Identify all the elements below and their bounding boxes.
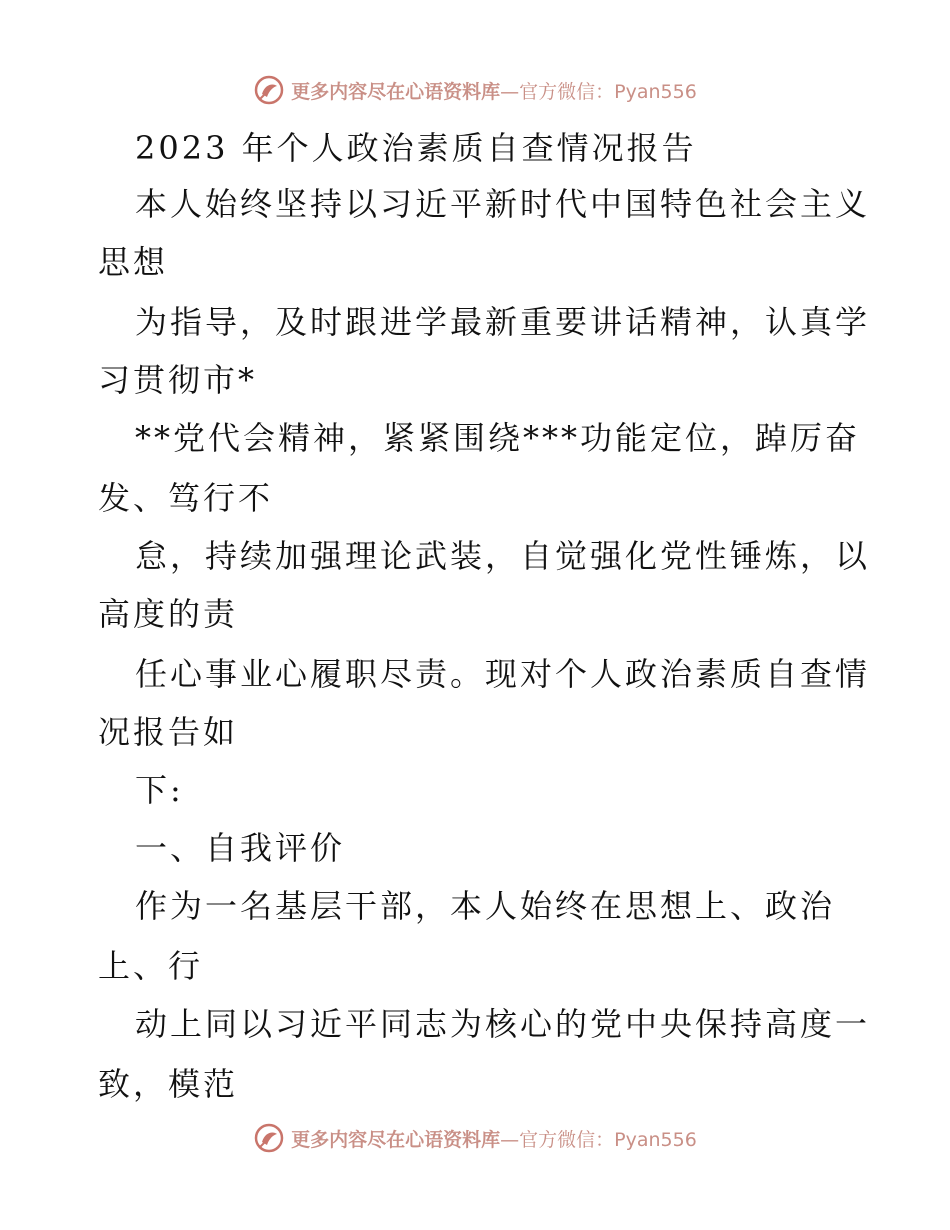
text-line: 高度的责 bbox=[98, 595, 239, 633]
header-watermark bbox=[0, 70, 950, 110]
text-line: 下: bbox=[135, 771, 184, 809]
text-line: 致，模范 bbox=[98, 1065, 239, 1103]
logo-icon bbox=[253, 1122, 285, 1154]
document-title: 2023 年个人政治素质自查情况报告 bbox=[135, 129, 697, 167]
text-line: 作为一名基层干部，本人始终在思想上、政治 bbox=[135, 887, 836, 925]
section-heading: 一、自我评价 bbox=[135, 829, 346, 867]
text-line: 为指导，及时跟进学最新重要讲话精神，认真学 bbox=[135, 303, 871, 341]
watermark-text: 更多内容尽在心语资料库—官方微信：Pyan556 bbox=[291, 1128, 697, 1151]
text-line: 任心事业心履职尽责。现对个人政治素质自查情 bbox=[135, 655, 871, 693]
text-line: **党代会精神，紧紧围绕***功能定位，踔厉奋 bbox=[135, 419, 861, 457]
footer-watermark bbox=[0, 1118, 950, 1158]
text-line: 况报告如 bbox=[98, 713, 239, 751]
logo-icon bbox=[253, 74, 285, 106]
text-line: 发、笃行不 bbox=[98, 479, 274, 517]
text-line: 上、行 bbox=[98, 947, 204, 985]
text-line: 动上同以习近平同志为核心的党中央保持高度一 bbox=[135, 1005, 871, 1043]
text-line: 怠，持续加强理论武装，自觉强化党性锤炼，以 bbox=[135, 537, 871, 575]
text-line: 思想 bbox=[98, 243, 169, 281]
watermark-text: 更多内容尽在心语资料库—官方微信：Pyan556 bbox=[291, 80, 697, 103]
text-line: 本人始终坚持以习近平新时代中国特色社会主义 bbox=[135, 185, 871, 223]
text-line: 习贯彻市* bbox=[98, 361, 258, 399]
